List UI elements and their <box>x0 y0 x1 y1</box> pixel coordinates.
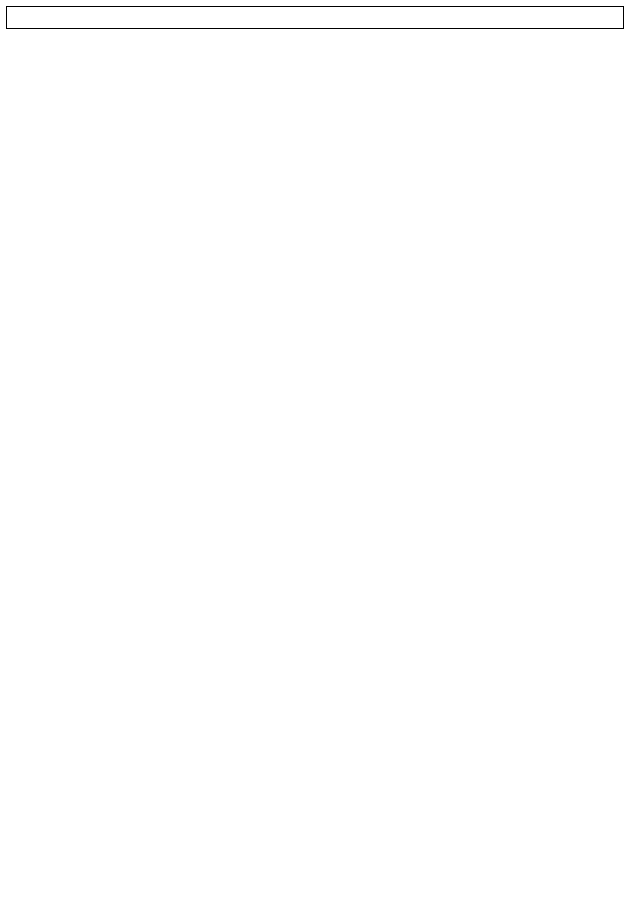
document-title <box>6 6 624 29</box>
